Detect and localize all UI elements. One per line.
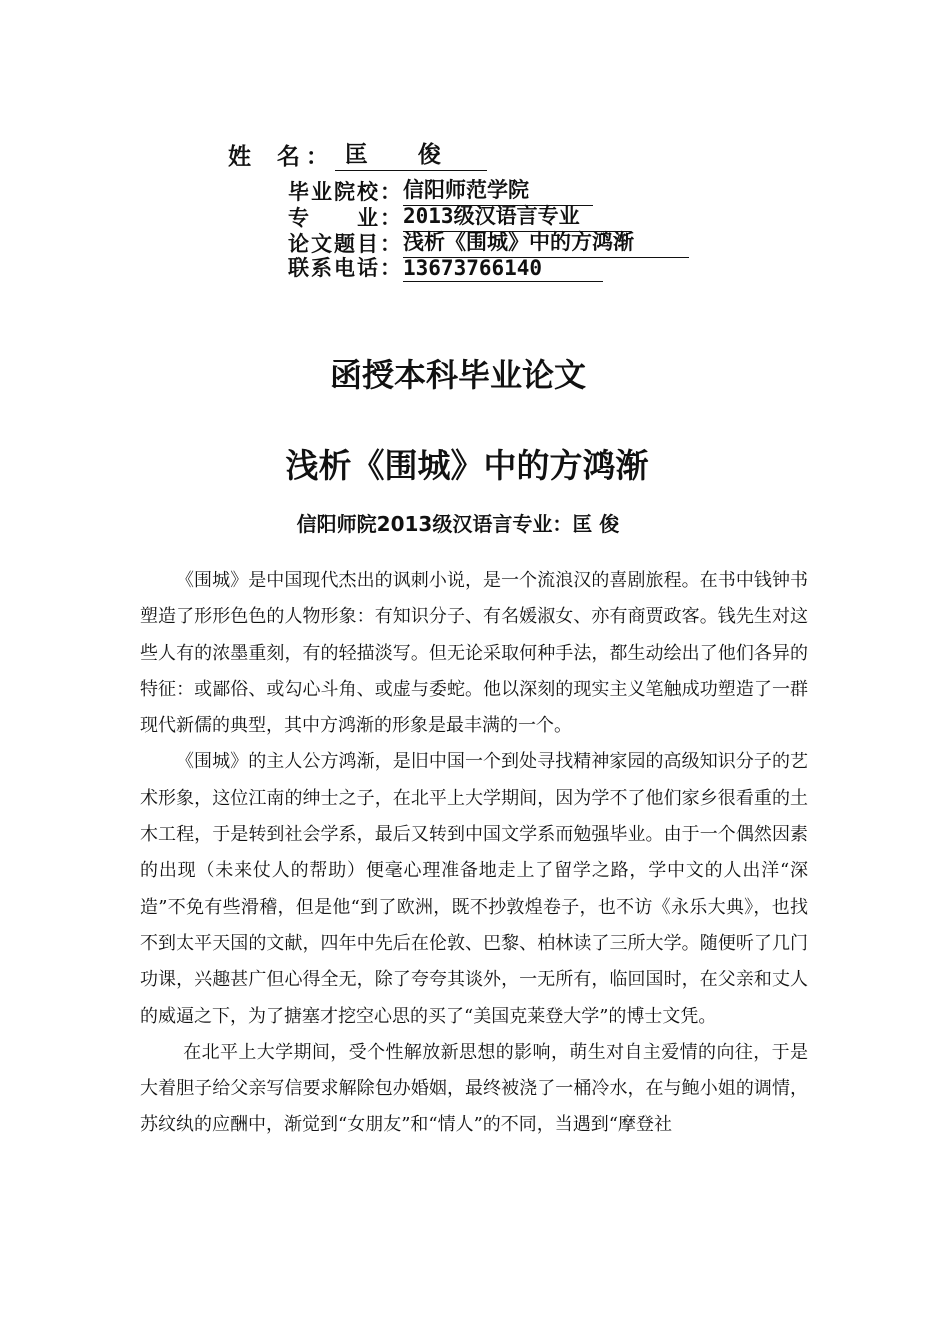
major-value: 2013级汉语言专业 [403,200,631,232]
paragraph: 《围城》是中国现代杰出的讽刺小说，是一个流浪汉的喜剧旅程。在书中钱钟书塑造了形形色色的人物形象：有知识分子、有名媛淑女、亦有商贾政客。钱先生对这些人有的浓墨重刻，有的轻描淡写。但无论采取何种手法，都生动绘出了他们各异的特征：或鄙俗、或勾心斗角、或虚与委蛇。他以深刻的现实主义笔触成功塑造了一群现代新儒的典型，其中方鸿渐的形象是最丰满的一个。 [140,570,808,737]
major-label: 专 业： [288,206,403,230]
thesis-title: 浅析《围城》中的方鸿渐 [285,446,649,485]
name-row [228,136,491,171]
school-value: 信阳师范学院 [403,174,593,206]
thesis-title-value: 浅析《围城》中的方鸿渐 [403,226,689,258]
thesis-heading: 函授本科毕业论文 [329,356,586,394]
paragraph: 在北平上大学期间，受个性解放新思想的影响，萌生对自主爱情的向往，于是大着胆子给父亲写信要求解除包办婚姻，最终被浇了一桶冷水，在与鲍小姐的调情，苏纹纨的应酬中，渐觉到“女朋友”和“情人”的不同，当遇到“摩登社 [140,1041,808,1136]
paragraph: 《围城》的主人公方鸿渐，是旧中国一个到处寻找精神家园的高级知识分子的艺术形象，这位江南的绅士之子，在北平上大学期间，因为学不了他们家乡很看重的土木工程，于是转到社会学系，最后又转到中国文学系而勉强毕业。由于一个偶然因素的出现（未来仗人的帮助）便毫心理准备地走上了留学之路，学中文的人出洋“深造”不免有些滑稽，但是他“到了欧洲，既不抄敦煌卷子，也不访《永乐大典》，也找不到太平天国的文献，四年中先后在伦敦、巴黎、柏林读了三所大学。随便听了几门功课，兴趣甚广但心得全无，除了夸夸其谈外，一无所有，临回国时，在父亲和丈人的威逼之下，为了搪塞才挖空心思的买了“美国克莱登大学”的博士文凭。 [140,751,808,1027]
school-label: 毕业院校： [288,180,403,204]
phone-value: 13673766140 [403,256,603,282]
phone-row [288,252,603,282]
name-label: 姓 名： [228,144,335,170]
thesis-title-label: 论文题目： [288,232,403,256]
name-value: 匡俊 [335,136,487,171]
author-line: 信阳师院2013级汉语言专业：匡 俊 [296,512,620,536]
body-text [140,563,808,1144]
phone-label: 联系电话： [288,256,403,280]
